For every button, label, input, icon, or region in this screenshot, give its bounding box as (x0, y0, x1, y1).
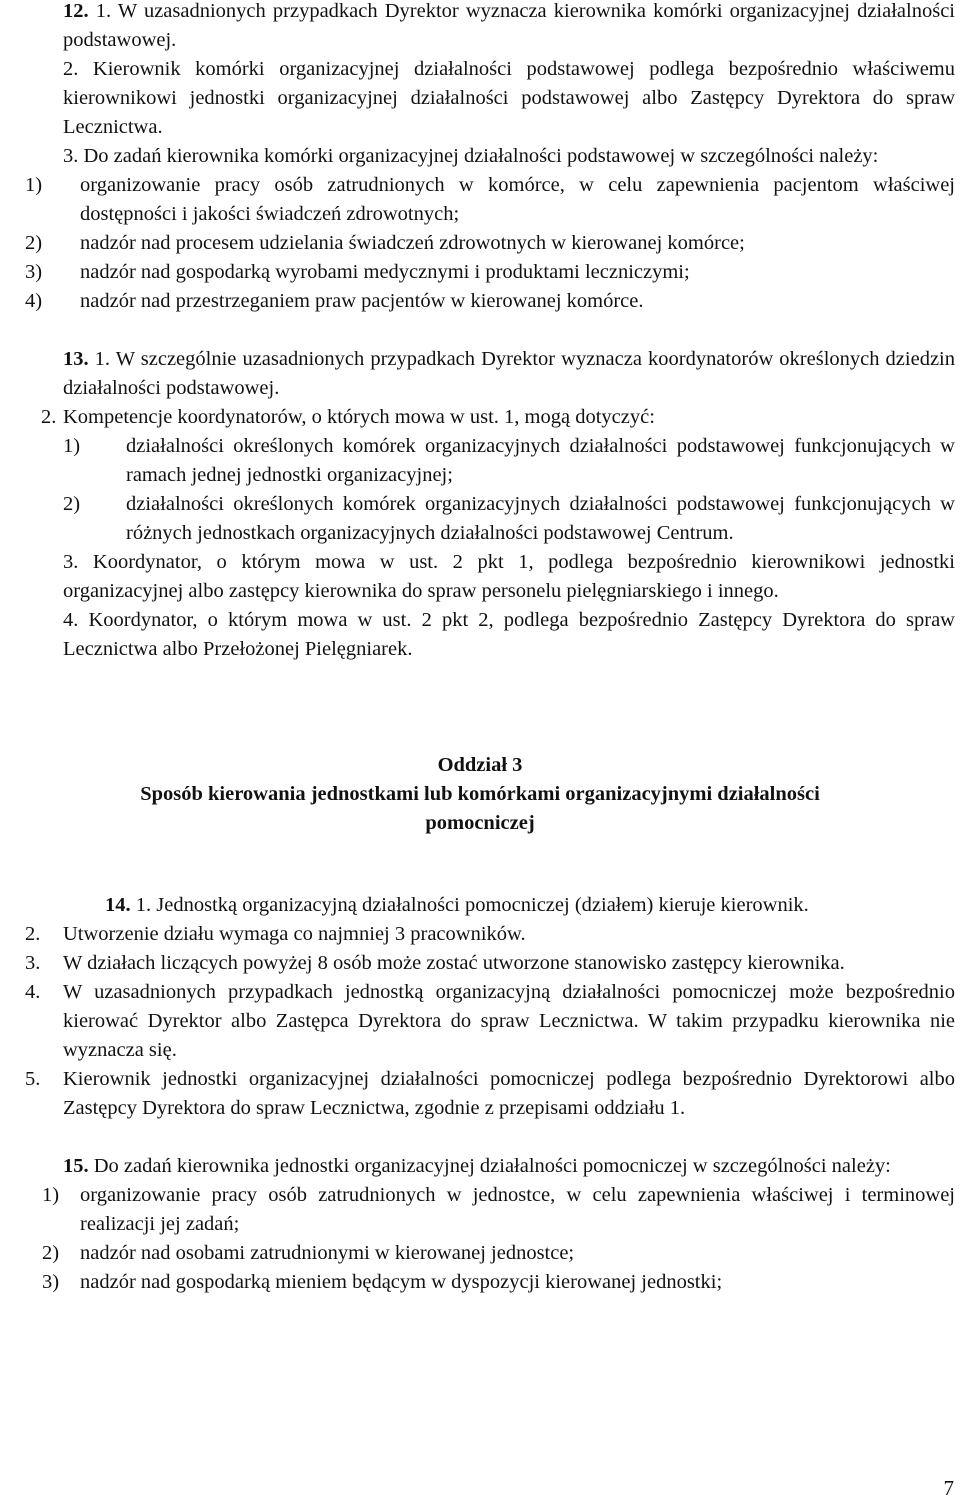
paragraph-14-1 (5, 891, 955, 920)
list-number: 4) (25, 290, 43, 312)
list-text: organizowanie pracy osób zatrudnionych w jednostce, w celu zapewnienia właściwej i terminowej realizacji jej zadań; (80, 1184, 955, 1235)
list-number: 1) (25, 174, 43, 196)
list-item (5, 1268, 955, 1297)
list-item (5, 920, 955, 949)
paragraph-12-3: 3. Do zadań kierownika komórki organizacyjnej działalności podstawowej w szczególności należy: (63, 145, 879, 167)
list-number: 5. (25, 1068, 41, 1090)
list-text: nadzór nad przestrzeganiem praw pacjentów w kierowanej komórce. (80, 290, 644, 312)
list-number: 2. (25, 923, 41, 945)
list-text: W działach liczących powyżej 8 osób może zostać utworzone stanowisko zastępcy kierownika. (63, 952, 845, 974)
spacer (5, 664, 955, 693)
list-item (5, 978, 955, 1065)
list-text: Kierownik jednostki organizacyjnej działalności pomocniczej podlega bezpośrednio Dyrektorowi albo Zastępcy Dyrektora do spraw Lecznictwa, zgodnie z przepisami oddziału 1. (63, 1068, 955, 1119)
list-text: organizowanie pracy osób zatrudnionych w komórce, w celu zapewnienia pacjentom właściwej dostępności i jakości świadczeń zdrowotnych; (80, 174, 955, 225)
list-number: 2) (42, 1242, 60, 1264)
list-number: 2. (41, 406, 57, 428)
paragraph-15-1 (5, 1152, 955, 1181)
paragraph-13-1 (5, 345, 955, 403)
list-number: 4. (25, 981, 41, 1003)
list-text: nadzór nad gospodarką mieniem będącym w dyspozycji kierowanej jednostki; (80, 1271, 723, 1293)
list-text: nadzór nad procesem udzielania świadczeń zdrowotnych w kierowanej komórce; (80, 232, 745, 254)
list-item (5, 949, 955, 978)
list-number: 1) (42, 1184, 60, 1206)
spacer (5, 838, 955, 867)
list-number: 3) (42, 1271, 60, 1293)
list-item (5, 1065, 955, 1123)
list-number: 3. (25, 952, 41, 974)
page-number: 7 (943, 1476, 954, 1500)
document-page (5, 0, 955, 1297)
paragraph-text: Do zadań kierownika jednostki organizacyjnej działalności pomocniczej w szczególności należy: (88, 1155, 891, 1177)
section-number: 15. (63, 1155, 89, 1177)
list-item (5, 432, 955, 490)
section-number: 12. (63, 0, 89, 22)
spacer (5, 693, 955, 722)
section-heading-subtitle-cont: pomocniczej (425, 812, 535, 834)
list-text: nadzór nad osobami zatrudnionymi w kierowanej jednostce; (80, 1242, 575, 1264)
list-item (5, 490, 955, 548)
paragraph-12-2: 2. Kierownik komórki organizacyjnej działalności podstawowej podlega bezpośrednio właściwemu kierownikowi jednostki organizacyjnej działalności podstawowej albo Zastępcy Dyrektora do spraw Lecznictwa. (63, 58, 955, 138)
list-item (5, 1239, 955, 1268)
list-number: 2) (25, 232, 43, 254)
paragraph-text: Kompetencje koordynatorów, o których mowa w ust. 1, mogą dotyczyć: (63, 406, 655, 428)
list-text: nadzór nad gospodarką wyrobami medycznymi i produktami leczniczymi; (80, 261, 690, 283)
spacer (5, 1123, 955, 1152)
list-text: W uzasadnionych przypadkach jednostką organizacyjną działalności pomocniczej może bezpośrednio kierować Dyrektor albo Zastępca Dyrektora do spraw Lecznictwa. W takim przypadku kierownika nie wyznacza się. (63, 981, 955, 1061)
section-number: 14. (105, 894, 131, 916)
list-number: 3) (25, 261, 43, 283)
paragraph-text: 1. Jednostką organizacyjną działalności pomocniczej (działem) kieruje kierownik. (130, 894, 809, 916)
paragraph-text: 1. W uzasadnionych przypadkach Dyrektor wyznacza kierownika komórki organizacyjnej działalności podstawowej. (63, 0, 955, 51)
paragraph-13-2 (5, 403, 955, 432)
section-number: 13. (63, 348, 89, 370)
list-text: działalności określonych komórek organizacyjnych działalności podstawowej funkcjonujących w różnych jednostkach organizacyjnych działalności podstawowej Centrum. (126, 493, 955, 544)
list-number: 1) (63, 435, 81, 457)
list-item (5, 287, 955, 316)
section-heading-title: Oddział 3 (437, 754, 523, 776)
list-text: działalności określonych komórek organizacyjnych działalności podstawowej funkcjonujących w ramach jednej jednostki organizacyjnej; (126, 435, 955, 486)
list-text: Utworzenie działu wymaga co najmniej 3 pracowników. (63, 923, 526, 945)
spacer (5, 867, 955, 891)
spacer (5, 316, 955, 345)
list-item (5, 229, 955, 258)
paragraph-text: 1. W szczególnie uzasadnionych przypadkach Dyrektor wyznacza koordynatorów określonych dziedzin działalności podstawowej. (63, 348, 955, 399)
paragraph-13-4: 4. Koordynator, o którym mowa w ust. 2 pkt 2, podlega bezpośrednio Zastępcy Dyrektora do spraw Lecznictwa albo Przełożonej Pielęgniarek. (63, 609, 955, 660)
spacer (5, 722, 955, 751)
section-heading-subtitle: Sposób kierowania jednostkami lub komórkami organizacyjnymi działalności (140, 783, 820, 805)
list-item (5, 1181, 955, 1239)
list-item (5, 171, 955, 229)
list-item (5, 258, 955, 287)
paragraph-13-3: 3. Koordynator, o którym mowa w ust. 2 pkt 1, podlega bezpośrednio kierownikowi jednostki organizacyjnej albo zastępcy kierownika do spraw personelu pielęgniarskiego i innego. (63, 551, 955, 602)
paragraph-12-1 (5, 0, 955, 55)
list-number: 2) (63, 493, 81, 515)
